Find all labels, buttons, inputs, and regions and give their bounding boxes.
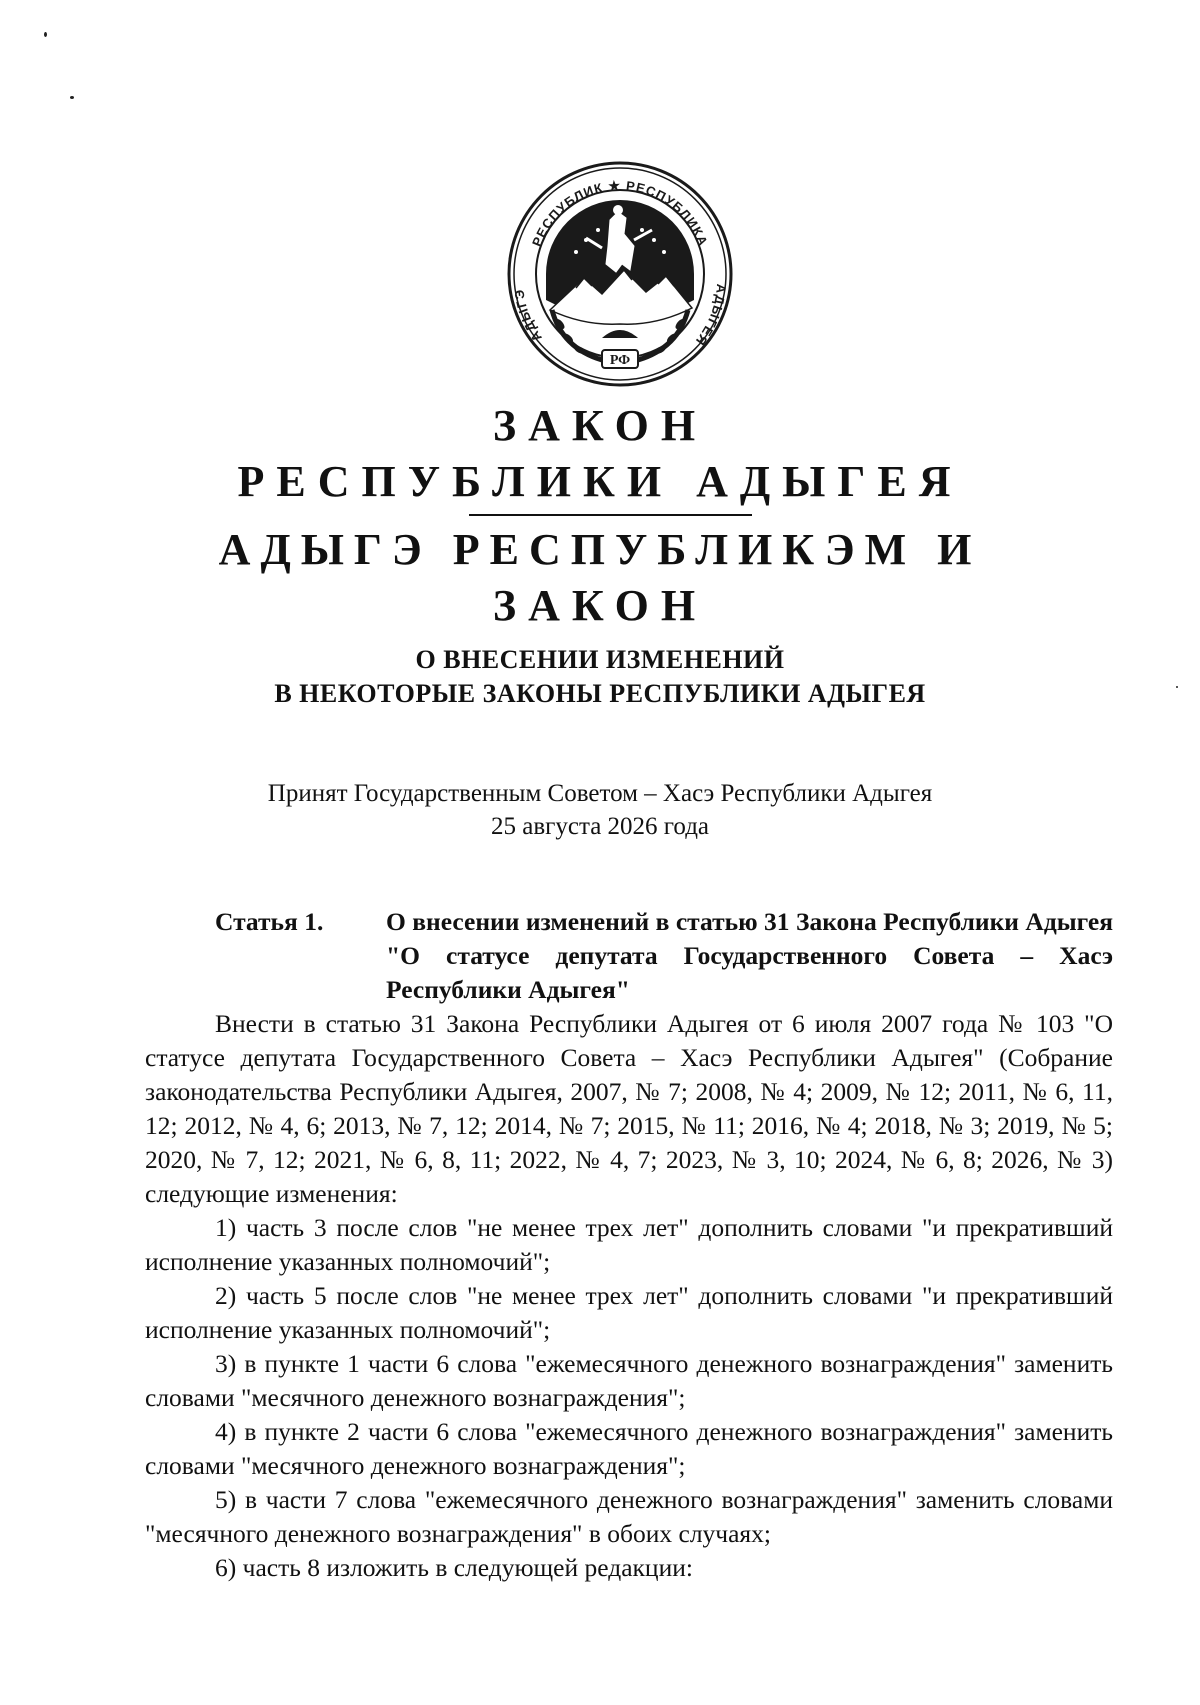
emblem-ring-right-text: АДЫГЕЯ	[692, 283, 730, 349]
emblem-ring-left-text: АДЫГЭ	[511, 287, 545, 345]
law-title	[0, 398, 1200, 634]
paragraph-item-1: 1) часть 3 после слов "не менее трех лет" дополнить словами "и прекративший исполнение указанных полномочий";	[145, 1213, 1113, 1276]
paragraph-item-5: 5) в части 7 слова "ежемесячного денежного вознаграждения" заменить словами "месячного денежного вознаграждения" в обоих случаях;	[145, 1485, 1113, 1548]
emblem-ring-top-text: РЕСПУБЛИК ★ РЕСПУБЛИКА	[529, 177, 711, 249]
title-line-3: АДЫГЭ РЕСПУБЛИКЭМ И	[218, 525, 982, 574]
article-number: Статья 1.	[215, 907, 324, 936]
paragraph-item-4: 4) в пункте 2 части 6 слова "ежемесячного денежного вознаграждения" заменить словами "месячного денежного вознаграждения";	[145, 1417, 1113, 1480]
emblem-badge-text: РФ	[609, 353, 631, 368]
adoption-body: Принят Государственным Советом – Хасэ Республики Адыгея	[267, 780, 933, 807]
coat-of-arms-emblem	[506, 160, 734, 388]
paragraph-intro: Внести в статью 31 Закона Республики Адыгея от 6 июля 2007 года № 103 "О статусе депутата Государственного Совета – Хасэ Республики Адыгея" (Собрание законодательства Республики Адыгея, 2007, № 7; 2008, № 4; 2009, № 12; 2011, № 6, 11, 12; 2012, № 4, 6; 2013, № 7, 12; 2014, № 7; 2015, № 11; 2016, № 4; 2018, № 3; 2019, № 5; 2020, № 7, 12; 2021, № 6, 8, 11; 2022, № 4, 7; 2023, № 3, 10; 2024, № 6, 8; 2026, № 3) следующие изменения:	[145, 1009, 1113, 1208]
paragraph-item-3: 3) в пункте 1 части 6 слова "ежемесячного денежного вознаграждения" заменить словами "месячного денежного вознаграждения";	[145, 1349, 1113, 1412]
article-title: О внесении изменений в статью 31 Закона Республики Адыгея "О статусе депутата Государственного Совета – Хасэ Республики Адыгея"	[386, 907, 1113, 1004]
subject-line-1: О ВНЕСЕНИИ ИЗМЕНЕНИЙ	[415, 645, 785, 674]
title-line-4: ЗАКОН	[492, 581, 708, 630]
title-divider	[469, 514, 752, 516]
title-line-2: РЕСПУБЛИКИ АДЫГЕЯ	[237, 457, 963, 506]
paragraph-item-2: 2) часть 5 после слов "не менее трех лет" дополнить словами "и прекративший исполнение указанных полномочий";	[145, 1281, 1113, 1344]
article-body	[145, 1007, 1113, 1585]
title-line-1: ЗАКОН	[492, 401, 708, 450]
law-subject	[0, 643, 1200, 711]
scan-speck	[44, 32, 47, 37]
subject-line-2: В НЕКОТОРЫЕ ЗАКОНЫ РЕСПУБЛИКИ АДЫГЕЯ	[274, 679, 926, 708]
paragraph-item-6: 6) часть 8 изложить в следующей редакции:	[215, 1553, 693, 1582]
scan-speck	[70, 96, 74, 99]
adoption-date: 25 августа 2026 года	[490, 813, 710, 840]
adoption-info	[0, 777, 1200, 843]
